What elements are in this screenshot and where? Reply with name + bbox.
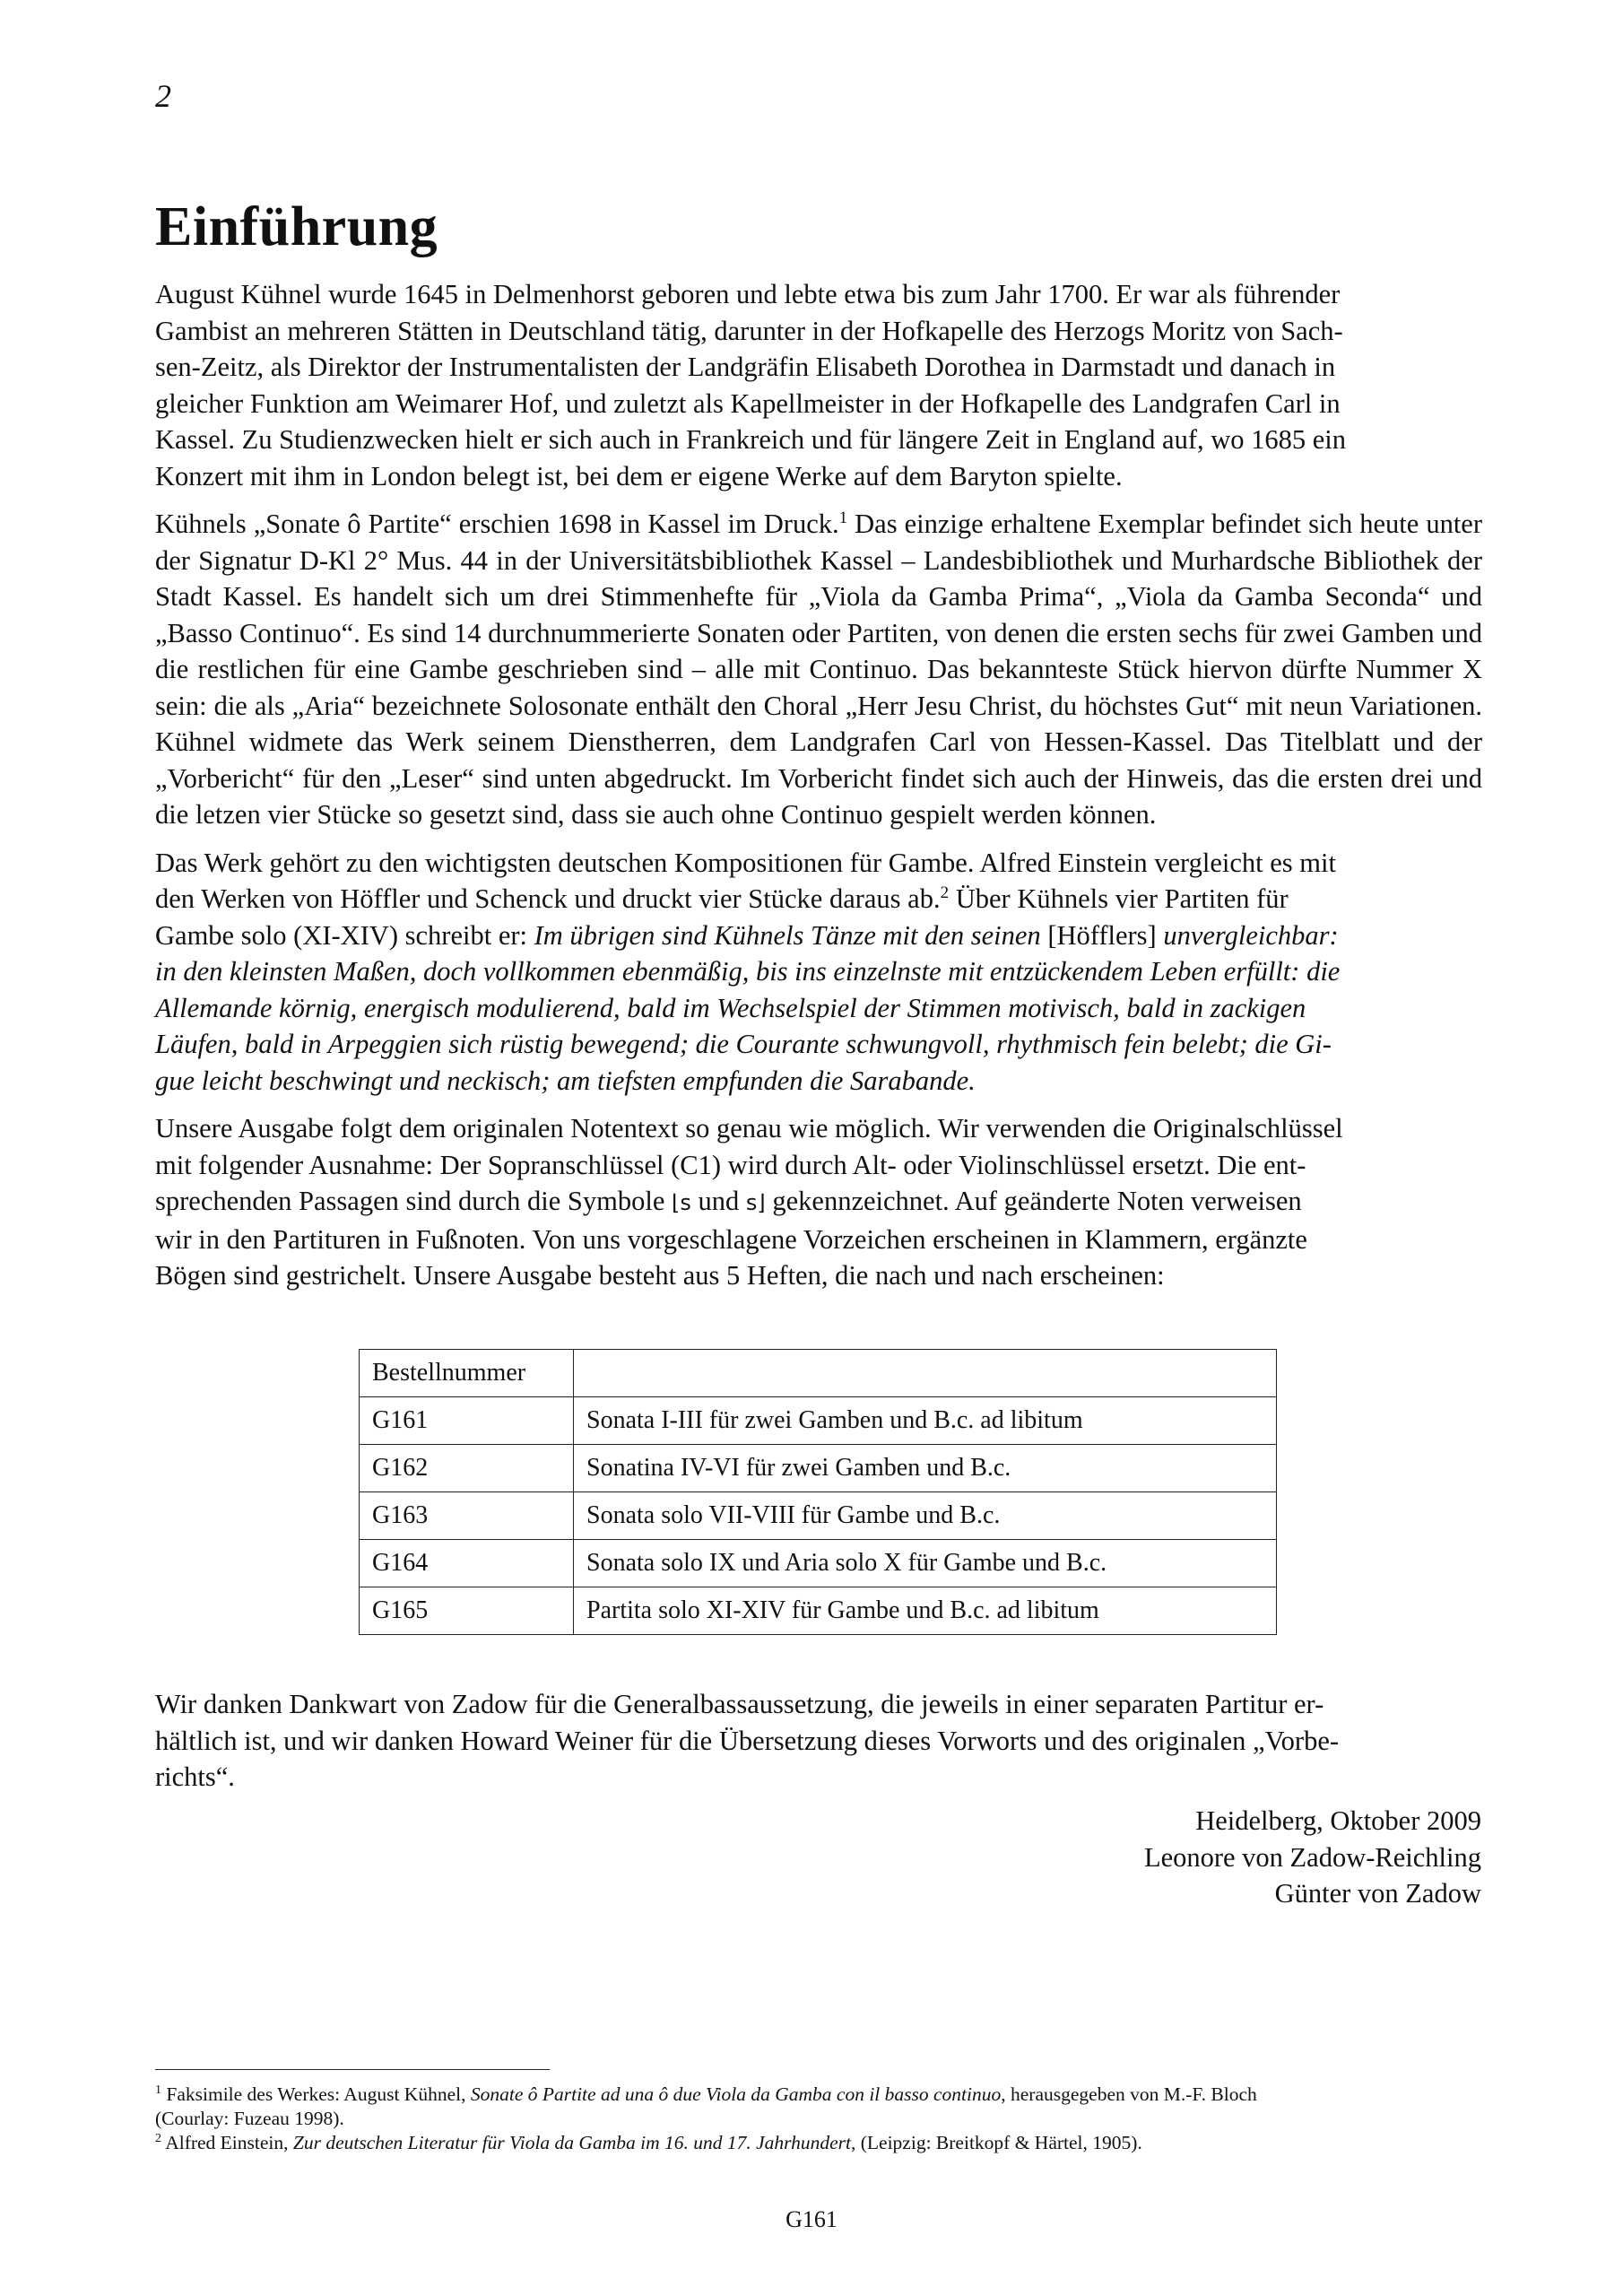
- footnote-ref: 1: [838, 508, 848, 527]
- order-code: G165: [360, 1587, 574, 1635]
- text-segment: Faksimile des Werkes: August Kühnel,: [161, 2083, 471, 2105]
- text-segment: , (Leipzig: Breitkopf & Härtel, 1905).: [851, 2132, 1142, 2153]
- quote-line: Allemande körnig, energisch modulierend, bald im Wechselspiel der Stimmen motivisch, bald in zackigen: [155, 992, 1306, 1023]
- table-row: [360, 1445, 1277, 1492]
- table-row: [360, 1492, 1277, 1540]
- text-line: Wir danken Dankwart von Zadow für die Generalbassaussetzung, die jeweils in einer separaten Partitur er-: [155, 1689, 1324, 1719]
- quote-segment: Im übrigen sind Kühnels Tänze mit den seinen: [534, 919, 1041, 951]
- text-line: sen-Zeitz, als Direktor der Instrumentalisten der Landgräfin Elisabeth Dorothea in Darmstadt und danach in: [155, 352, 1336, 382]
- order-description: Partita solo XI-XIV für Gambe und B.c. ad libitum: [574, 1587, 1277, 1635]
- paragraph-biography: [155, 276, 1482, 494]
- paragraph-edition-notes: [155, 1110, 1482, 1294]
- order-description: Sonatina IV-VI für zwei Gamben und B.c.: [574, 1445, 1277, 1492]
- footnote-number: 2: [155, 2131, 161, 2145]
- table-row: [360, 1397, 1277, 1445]
- text-segment: sprechenden Passagen sind durch die Symbole: [155, 1186, 672, 1216]
- text-line: Bögen sind gestrichelt. Unsere Ausgabe besteht aus 5 Heften, die nach und nach erscheinen:: [155, 1260, 1165, 1291]
- text-line: Kassel. Zu Studienzwecken hielt er sich auch in Frankreich und für längere Zeit in England auf, wo 1685 ein: [155, 424, 1347, 455]
- order-description: Sonata I-III für zwei Gamben und B.c. ad libitum: [574, 1397, 1277, 1445]
- work-title: Zur deutschen Literatur für Viola da Gamba im 16. und 17. Jahrhundert: [292, 2132, 851, 2153]
- text-line: gleicher Funktion am Weimarer Hof, und zuletzt als Kapellmeister in der Hofkapelle des Landgrafen Carl in: [155, 387, 1341, 419]
- footnote-ref: 2: [940, 883, 950, 902]
- quote-line: gue leicht beschwingt und neckisch; am tiefsten empfunden die Sarabande.: [155, 1065, 976, 1096]
- footnote-divider: [155, 2069, 550, 2070]
- text-segment: den Werken von Höffler und Schenck und druckt vier Stücke daraus ab.: [155, 883, 941, 914]
- text-segment: Gambe solo (XI-XIV) schreibt er:: [155, 919, 534, 951]
- order-description: Sonata solo IX und Aria solo X für Gambe und B.c.: [574, 1540, 1277, 1587]
- table-row: [360, 1587, 1277, 1635]
- clef-start-symbol: ⌊s: [672, 1190, 691, 1215]
- text-line: Gambist an mehreren Stätten in Deutschland tätig, darunter in der Hofkapelle des Herzogs Moritz von Sach-: [155, 315, 1343, 346]
- quote-line: in den kleinsten Maßen, doch vollkommen ebenmäßig, bis ins einzelnste mit entzückendem Leben erfüllt: die: [155, 956, 1341, 987]
- footnote-1: [155, 2083, 1482, 2131]
- work-title: Sonate ô Partite ad una ô due Viola da Gamba con il basso continuo: [470, 2083, 1002, 2105]
- page-number: 2: [155, 78, 171, 114]
- quote-line: Läufen, bald in Arpeggien sich rüstig bewegend; die Courante schwungvoll, rhythmisch fein belebt; die Gi-: [155, 1029, 1332, 1059]
- table-header-cell-empty: [574, 1350, 1277, 1397]
- text-line: richts“.: [155, 1761, 235, 1792]
- footer-catalog-number: G161: [785, 2206, 838, 2232]
- quote-segment: unvergleichbar:: [1163, 919, 1339, 951]
- place-date: Heidelberg, Oktober 2009: [1195, 1805, 1481, 1836]
- text-segment: Alfred Einstein,: [161, 2132, 293, 2153]
- text-segment: und: [690, 1186, 746, 1216]
- clef-end-symbol: s⌋: [745, 1190, 766, 1215]
- author-name: Leonore von Zadow-Reichling: [1143, 1841, 1481, 1873]
- intro-body: [155, 276, 1482, 1306]
- table-row: [360, 1540, 1277, 1587]
- text-segment: gekennzeichnet. Auf geänderte Noten verweisen: [765, 1186, 1302, 1216]
- author-name: Günter von Zadow: [1274, 1878, 1481, 1909]
- paragraph-print-history: [155, 506, 1482, 833]
- editorial-note: [Höfflers]: [1040, 919, 1164, 951]
- text-line: hältlich ist, und wir danken Howard Weiner für die Übersetzung dieses Vorworts und des originalen „Vorbe-: [155, 1725, 1340, 1756]
- text-line: August Kühnel wurde 1645 in Delmenhorst geboren und lebte etwa bis zum Jahr 1700. Er war als führender: [155, 279, 1341, 309]
- text-segment: Über Kühnels vier Partiten für: [949, 883, 1289, 914]
- text-segment: Das einzige erhaltene Exemplar befindet sich heute unter der Signatur D-Kl 2° Mus. 44 in der Universitätsbibliothek Kassel – Landesbibliothek und Murhardsche Bibliothek der Stadt Kassel. Es handelt sich um drei Stimmenhefte für „Viola da Gamba Prima“, „Viola da Gamba Seconda“ und „Basso Continuo“. Es sind 14 durchnummerierte Sonaten oder Partiten, von denen die ersten sechs für zwei Gamben und die restlichen für eine Gambe geschrieben sind – alle mit Continuo. Das bekannteste Stück hiervon dürfte Nummer X sein: die als „Aria“ bezeichnete Solosonate enthält den Choral „Herr Jesu Christ, du höchstes Gut“ mit neun Variationen. Kühnel widmete das Werk seinem Dienstherren, dem Landgrafen Carl von Hessen-Kassel. Das Titelblatt und der „Vorbericht“ für den „Leser“ sind unten abgedruckt. Im Vorbericht findet sich auch der Hinweis, das die ersten drei und die letzen vier Stücke so gesetzt sind, dass sie auch ohne Continuo gespielt werden können.: [155, 509, 1482, 830]
- page-title: Einführung: [155, 196, 438, 257]
- order-code: G164: [360, 1540, 574, 1587]
- text-line: Konzert mit ihm in London belegt ist, bei dem er eigene Werke auf dem Baryton spielte.: [155, 460, 1123, 491]
- order-code: G161: [360, 1397, 574, 1445]
- table-header-row: [360, 1350, 1277, 1397]
- order-description: Sonata solo VII-VIII für Gambe und B.c.: [574, 1492, 1277, 1540]
- text-segment: (Courlay: Fuzeau 1998).: [155, 2108, 344, 2129]
- paragraph-significance: [155, 845, 1482, 1100]
- text-segment: , herausgegeben von M.-F. Bloch: [1001, 2083, 1257, 2105]
- table-header-cell: Bestellnummer: [360, 1350, 574, 1397]
- text-line: mit folgender Ausnahme: Der Sopranschlüssel (C1) wird durch Alt- oder Violinschlüssel ersetzt. Die ent-: [155, 1149, 1306, 1180]
- signature-block: [1144, 1803, 1481, 1912]
- order-code: G163: [360, 1492, 574, 1540]
- acknowledgements: [155, 1686, 1482, 1796]
- text-line: Das Werk gehört zu den wichtigsten deutschen Kompositionen für Gambe. Alfred Einstein vergleicht es mit: [155, 847, 1336, 878]
- footnote-number: 1: [155, 2083, 161, 2097]
- text-line: Unsere Ausgabe folgt dem originalen Notentext so genau wie möglich. Wir verwenden die Originalschlüssel: [155, 1113, 1343, 1144]
- text-line: wir in den Partituren in Fußnoten. Von uns vorgeschlagene Vorzeichen erscheinen in Klammern, ergänzte: [155, 1223, 1307, 1255]
- order-table: [359, 1349, 1277, 1635]
- order-code: G162: [360, 1445, 574, 1492]
- footnotes: [155, 2083, 1482, 2155]
- footnote-2: [155, 2131, 1482, 2155]
- text-segment: Kühnels „Sonate ô Partite“ erschien 1698 in Kassel im Druck.: [155, 509, 839, 539]
